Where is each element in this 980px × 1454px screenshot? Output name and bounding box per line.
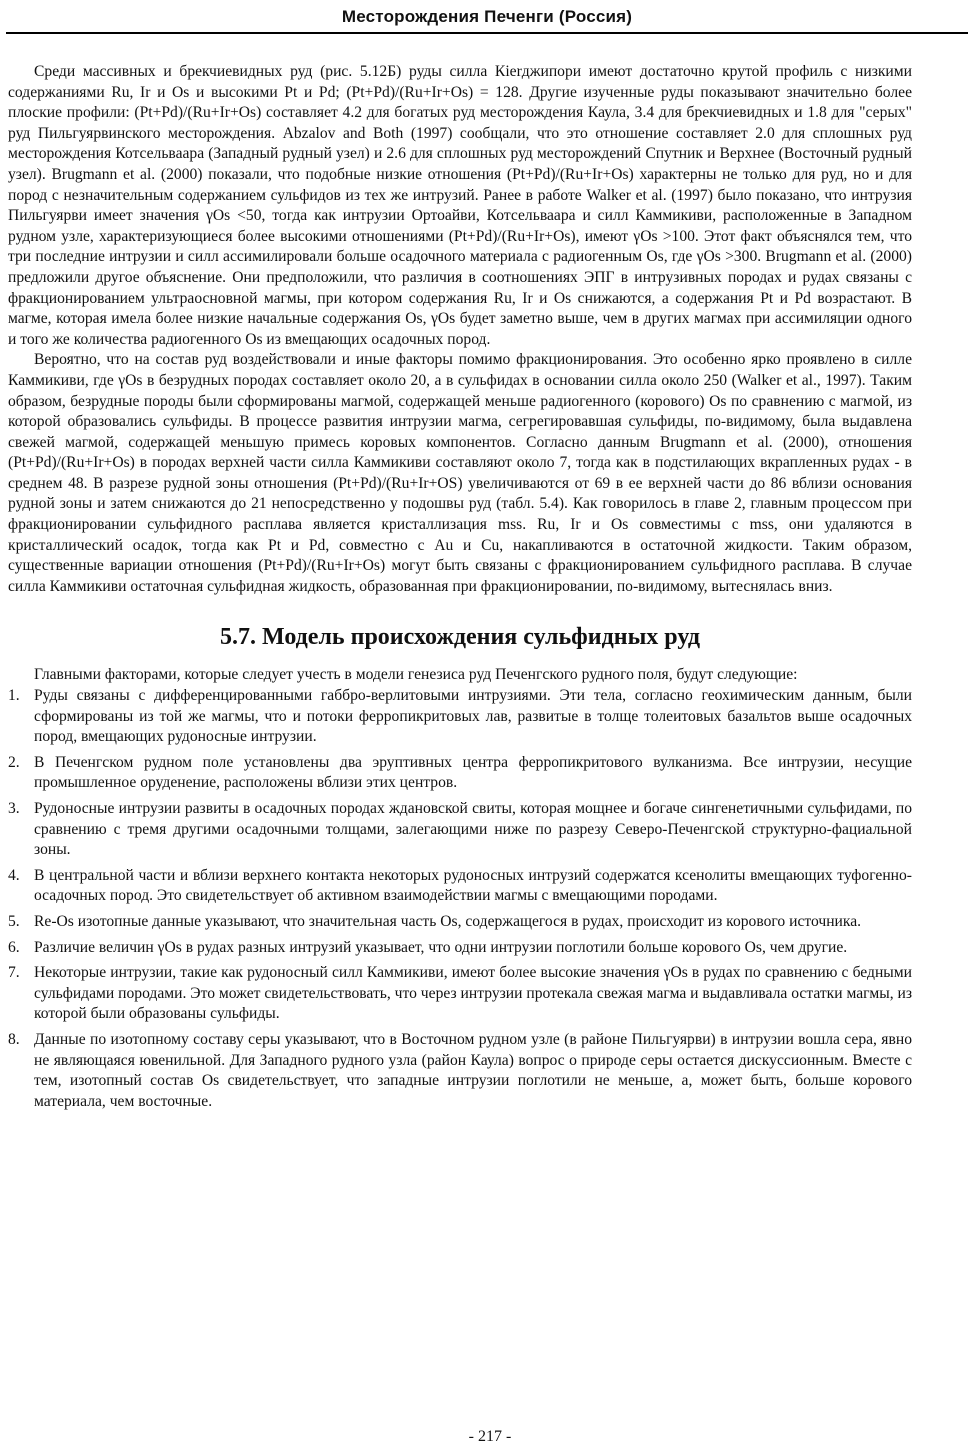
list-number: 5. <box>8 912 20 930</box>
list-number: 1. <box>8 687 20 705</box>
paragraph: Среди массивных и брекчиевидных руд (рис. 5.12Б) руды силла Кierджипори имеют достаточно крутой профиль с низкими содержаниями Ru, Ir и Os и высокими Pt и Pd; (Pt+Pd)/(Ru+Ir+Os) = 128. Другие изученные руды показывают значительно более плоские профили: (Pt+Pd)/(Ru+Ir+Os) составляет 4.2 для богатых руд месторождения Каула, 3.4 для брекчиевидных и 1.8 для "серых" руд Пильгуярвинского месторождения. Abzalov and Both (1997) сообщали, что это отношение составляет 2.0 для сплошных руд месторождения Котсельваара (Западный рудный узел) и 2.6 для сплошных руд месторождений Спутник и Верхнее (Восточный рудный узел). Brugmann et al. (2000) показали, что подобные низкие отношения (Pt+Pd)/(Ru+Ir+Os) характерны не только для руд, но и для пород с незначительным содержанием сульфидов из тех же интрузий. Ранее в работе Walker et al. (1997) было показано, что интрузия Пильгуярви имеет значения γOs <50, тогда как интрузии Ортоайви, Котсельваара и силл Каммикиви, расположенные в Западном рудном узле, характеризующиеся более высокими отношениями (Pt+Pd)/(Ru+Ir+Os), имеют γOs >100. Этот факт объяснялся тем, что три последние интрузии и силл ассимилировали больше осадочного материала с радиогенным Os, где γOs >300. Brugmann et al. (2000) предложили другое объяснение. Они предположили, что различия в соотношениях ЭПГ в интрузивных породах и рудах связаны с фракционированием ультраосновной магмы, при котором содержания Ru, Ir и Os снижаются, а содержания Pt и Pd возрастают. В магме, которая имела более низкие начальные содержания Os, γOs будет заметно выше, чем в других магмах при ассимиляции одного и того же количества радиогенного Os из вмещающих осадочных пород. <box>8 63 912 348</box>
list-item-text: Данные по изотопному составу серы указывают, что в Восточном рудном узле (в районе Пильгуярви) в интрузии вошла сера, явно не являющаяся ювенильной. Для Западного рудного узла (район Каула) вопрос о природе серы остается дискуссионным. Вместе с тем, изотопный состав Os свидетельствует, что западные интрузии поглотили не меньше, а, может быть, больше корового материала, чем восточные. <box>34 1030 912 1110</box>
section-heading: 5.7. Модель происхождения сульфидных руд <box>220 624 700 651</box>
list-number: 8. <box>8 1030 20 1048</box>
list-item <box>8 866 912 907</box>
list-item <box>8 753 912 794</box>
list-item-text: В Печенгском рудном поле установлены два эруптивных центра ферропикритового вулканизма. Все интрузии, несущие промышленное оруденение, расположены вблизи этих центров. <box>34 753 912 792</box>
list-item <box>8 1030 912 1112</box>
running-header: Месторождения Печенги (Россия) <box>6 6 968 34</box>
list-number: 6. <box>8 938 20 956</box>
list-item-text: Некоторые интрузии, такие как рудоносный силл Каммикиви, имеют более высокие значения γOs в рудах по сравнению с бедными сульфидами породами. Это может свидетельствовать, что через интрузии протекала свежая магма и выдавливала остатки магмы, из которой были образованы сульфиды. <box>34 964 912 1023</box>
list-item-text: Рудоносные интрузии развиты в осадочных породах ждановской свиты, которая мощнее и богаче сингенетичными сульфидами, по сравнению с тремя другими осадочными толщами, залегающими ниже по разрезу Северо-Печенгской структурно-фациальной зоны. <box>34 800 912 859</box>
page-number: - 217 - <box>468 1428 512 1445</box>
list-number: 2. <box>8 753 20 771</box>
list-item <box>8 912 912 933</box>
list-item-text: В центральной части и вблизи верхнего контакта некоторых рудоносных интрузий содержатся ксенолиты вмещающих туфогенно-осадочных пород. Это свидетельствует об активном взаимодействии магмы с вмещающими породами. <box>34 866 912 905</box>
factor-list <box>8 686 912 1112</box>
list-item <box>8 686 912 748</box>
list-item-text: Re-Os изотопные данные указывают, что значительная часть Os, содержащегося в рудах, происходит из корового источника. <box>34 912 862 930</box>
list-item <box>8 963 912 1025</box>
list-item <box>8 938 912 959</box>
list-number: 4. <box>8 866 20 884</box>
body-text <box>8 62 912 1117</box>
list-item-text: Различие величин γOs в рудах разных интрузий указывает, что одни интрузии поглотили больше корового Os, чем другие. <box>34 938 848 956</box>
list-item-text: Руды связаны с дифференцированными габбро-верлитовыми интрузиями. Эти тела, согласно геохимическим данным, были сформированы из той же магмы, что и потоки ферропикритовых лав, развитые в толще толеитовых базальтов выше осадочных пород, вмещающих рудоносные интрузии. <box>34 687 912 746</box>
list-number: 3. <box>8 800 20 817</box>
list-number: 7. <box>8 964 20 982</box>
list-item <box>8 799 912 861</box>
section-intro: Главными факторами, которые следует учесть в модели генезиса руд Печенгского рудного поля, будут следующие: <box>34 666 798 684</box>
paragraph: Вероятно, что на состав руд воздействовали и иные факторы помимо фракционирования. Это особенно ярко проявлено в силле Каммикиви, где γOs в безрудных породах составляет около 20, а в сульфидах в основании силла около 250 (Walker et al., 1997). Таким образом, безрудные породы были сформированы магмой, содержащей меньше радиогенного (корового) Os по сравнению с магмой, из которой образовались сульфиды. В процессе развития интрузии магма, сегрегировавшая сульфиды, по-видимому, была выдавлена свежей магмой, содержащей меньшую примесь коровых компонентов. Согласно данным Brugmann et al. (2000), отношения (Pt+Pd)/(Ru+Ir+Os) в породах верхней части силла Каммикиви составляют около 7, тогда как в подстилающих вкрапленных рудах - в среднем 48. В разрезе рудной зоны отношения (Pt+Pd)/(Ru+Ir+OS) увеличиваются от 69 в ее верхней части до 86 вблизи основания рудной зоны и затем снижаются до 21 непосредственно у подошвы руд (табл. 5.4). Как говорилось в главе 2, главным процессом при фракционировании сульфидного расплава является кристаллизация mss. Ru, Ir и Os совместимы с mss, они удаляются в кристаллический осадок, тогда как Pt и Pd, совместно с Au и Cu, накапливаются в остаточной жидкости. Таким образом, существенные вариации отношения (Pt+Pd)/(Ru+Ir+Os) могут быть связаны с фракционированием сульфидного расплава. В случае силла Каммикиви остаточная сульфидная жидкость, образованная при фракционировании, по-видимому, вытеснялась вниз. <box>8 351 912 595</box>
